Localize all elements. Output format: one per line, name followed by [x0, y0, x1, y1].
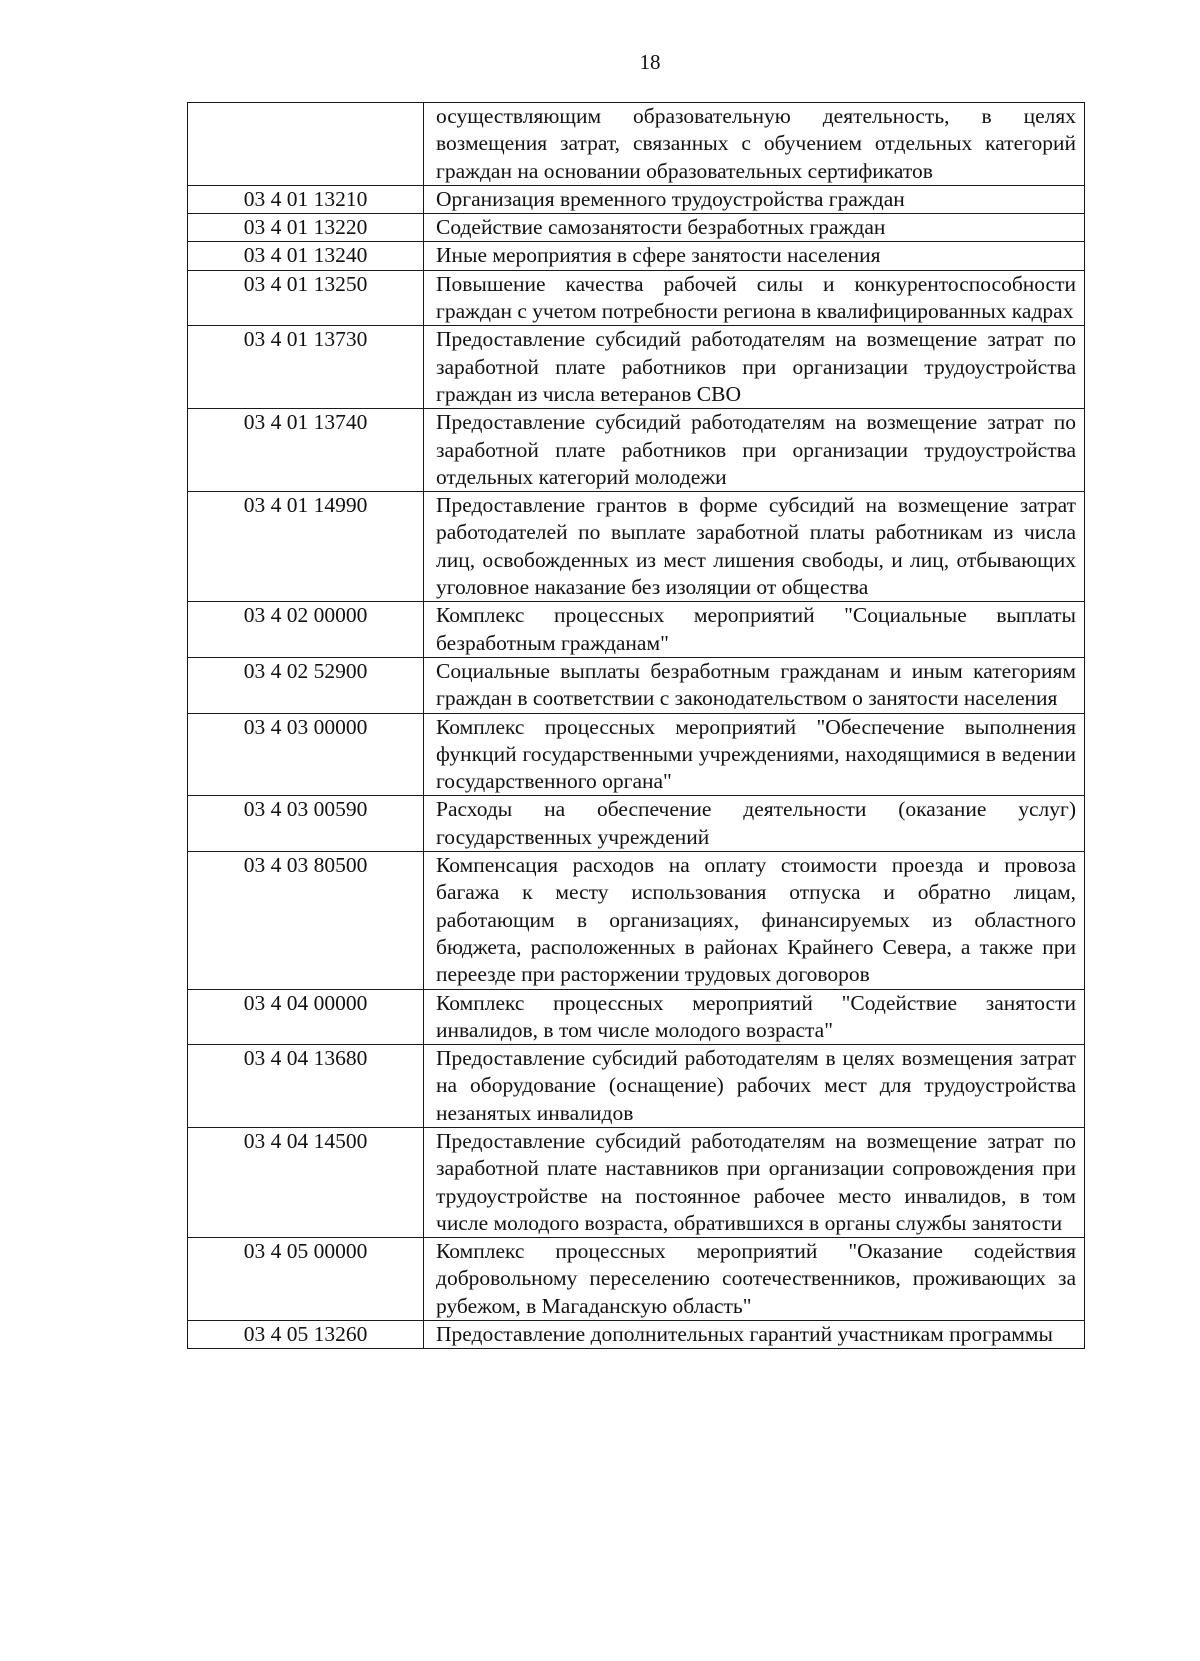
row-description: Компенсация расходов на оплату стоимости проезда и провоза багажа к месту использования отпуска и обратно лицам, работающим в организациях, финансируемых из областного бюджета, расположенных в районах Крайнего Севера, а также при переезде при расторжении трудовых договоров: [424, 852, 1085, 989]
row-description: Предоставление грантов в форме субсидий на возмещение затрат работодателей по выплате заработной платы работникам из числа лиц, освобожденных из мест лишения свободы, и лиц, отбывающих уголовное наказание без изоляции от общества: [424, 492, 1085, 602]
row-code: 03 4 04 14500: [188, 1127, 424, 1237]
table-row: [188, 185, 1085, 213]
row-code: 03 4 01 13740: [188, 409, 424, 492]
row-description: Комплекс процессных мероприятий "Содействие занятости инвалидов, в том числе молодого возраста": [424, 989, 1085, 1045]
row-description: Расходы на обеспечение деятельности (оказание услуг) государственных учреждений: [424, 796, 1085, 852]
row-code: 03 4 04 13680: [188, 1045, 424, 1128]
row-code: 03 4 01 14990: [188, 492, 424, 602]
row-code: 03 4 03 80500: [188, 852, 424, 989]
row-code: 03 4 01 13240: [188, 242, 424, 270]
table-row: [188, 796, 1085, 852]
table-row: [188, 409, 1085, 492]
table-row: [188, 214, 1085, 242]
row-code: 03 4 05 00000: [188, 1238, 424, 1321]
table-row: [188, 657, 1085, 713]
table-row: [188, 492, 1085, 602]
table-row: [188, 989, 1085, 1045]
row-code: 03 4 01 13250: [188, 270, 424, 326]
table-row: [188, 1238, 1085, 1321]
row-description: Предоставление субсидий работодателям на возмещение затрат по заработной плате наставников при организации сопровождения при трудоустройстве на постоянное рабочее место инвалидов, в том числе молодого возраста, обратившихся в органы службы занятости: [424, 1127, 1085, 1237]
table-row: [188, 1045, 1085, 1128]
row-code: 03 4 01 13730: [188, 326, 424, 409]
row-code: 03 4 04 00000: [188, 989, 424, 1045]
row-description: Иные мероприятия в сфере занятости населения: [424, 242, 1085, 270]
row-code: 03 4 02 00000: [188, 602, 424, 658]
row-description: Повышение качества рабочей силы и конкурентоспособности граждан с учетом потребности региона в квалифицированных кадрах: [424, 270, 1085, 326]
row-description: Организация временного трудоустройства граждан: [424, 185, 1085, 213]
table-row: [188, 1321, 1085, 1349]
table-row: [188, 270, 1085, 326]
budget-classification-table: [187, 102, 1085, 1349]
table-row: [188, 242, 1085, 270]
table-row: [188, 602, 1085, 658]
row-description: Содействие самозанятости безработных граждан: [424, 214, 1085, 242]
row-description: Предоставление дополнительных гарантий участникам программы: [424, 1321, 1085, 1349]
row-description: Комплекс процессных мероприятий "Оказание содействия добровольному переселению соотечественников, проживающих за рубежом, в Магаданскую область": [424, 1238, 1085, 1321]
row-code: 03 4 01 13220: [188, 214, 424, 242]
row-code: 03 4 03 00590: [188, 796, 424, 852]
row-description: Предоставление субсидий работодателям в целях возмещения затрат на оборудование (оснащение) рабочих мест для трудоустройства незанятых инвалидов: [424, 1045, 1085, 1128]
row-description: Социальные выплаты безработным гражданам и иным категориям граждан в соответствии с законодательством о занятости населения: [424, 657, 1085, 713]
row-code: [188, 103, 424, 186]
row-description: Предоставление субсидий работодателям на возмещение затрат по заработной плате работников при организации трудоустройства отдельных категорий молодежи: [424, 409, 1085, 492]
row-code: 03 4 02 52900: [188, 657, 424, 713]
table-row: [188, 713, 1085, 796]
row-description: Предоставление субсидий работодателям на возмещение затрат по заработной плате работников при организации трудоустройства граждан из числа ветеранов СВО: [424, 326, 1085, 409]
row-description: Комплекс процессных мероприятий "Обеспечение выполнения функций государственными учреждениями, находящимися в ведении государственного органа": [424, 713, 1085, 796]
table-row: [188, 852, 1085, 989]
row-description: Комплекс процессных мероприятий "Социальные выплаты безработным гражданам": [424, 602, 1085, 658]
table-row: [188, 1127, 1085, 1237]
table-row: [188, 103, 1085, 186]
row-code: 03 4 05 13260: [188, 1321, 424, 1349]
row-code: 03 4 01 13210: [188, 185, 424, 213]
row-description: осуществляющим образовательную деятельность, в целях возмещения затрат, связанных с обучением отдельных категорий граждан на основании образовательных сертификатов: [424, 103, 1085, 186]
row-code: 03 4 03 00000: [188, 713, 424, 796]
page-number: 18: [639, 50, 661, 74]
table-row: [188, 326, 1085, 409]
